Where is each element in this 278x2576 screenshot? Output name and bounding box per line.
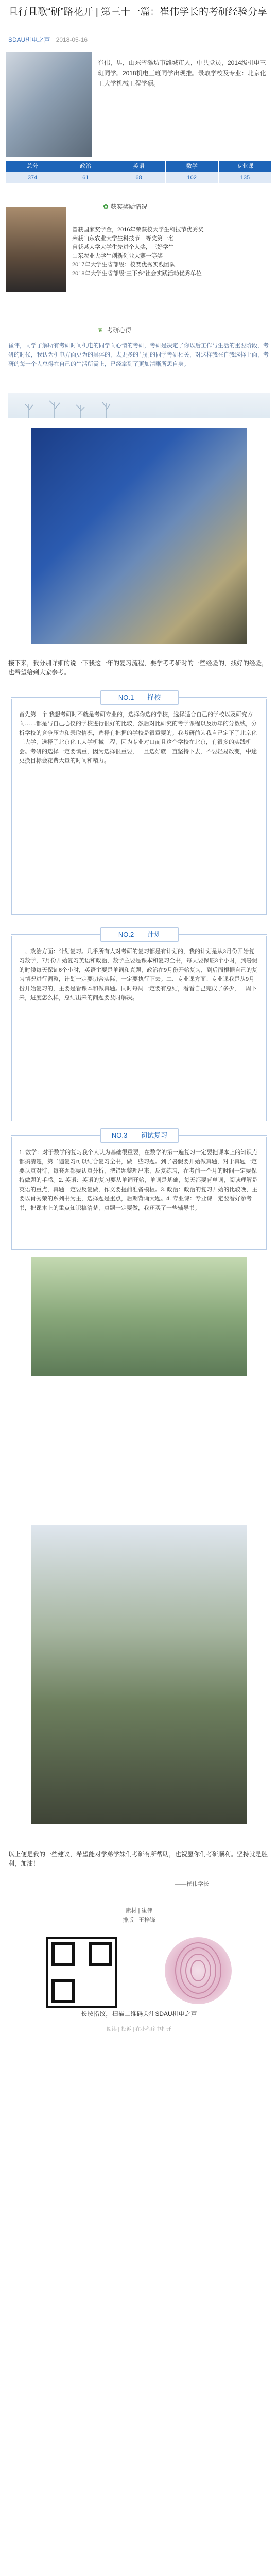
intro-text: 接下来，我分别详细的说一下我这一年的复习流程，要学考考研时的一些经验的，找好的经验，也希望给到大家参考。 — [8, 659, 268, 676]
qr-finder — [51, 1979, 75, 2003]
score-header-cell: 总分 — [6, 161, 59, 172]
outdoor-photo — [31, 1525, 247, 1824]
award-item: 2017年大学生省部级：校赛优秀实践团队 — [72, 262, 176, 268]
clover-icon: ✿ — [103, 202, 109, 210]
leaf-icon: ❦ — [98, 327, 103, 334]
closing-text: 以上便是我的一些建议，希望能对学弟学妹们考研有所帮助，也祝愿你们考研顺利。坚持就是胜利，加油！ — [8, 1851, 268, 1867]
signature: ——崔伟学长 — [175, 1881, 209, 1887]
score-table-header — [6, 161, 272, 172]
section-tag: NO.2——计划 — [100, 927, 179, 942]
award-item: 曾获国家奖学金，2016年荣获校大学生科技节优秀奖 — [72, 227, 204, 233]
score-value-cell: 374 — [6, 172, 59, 183]
awards-heading-label: 获奖奖励情况 — [110, 203, 148, 210]
article-meta — [8, 35, 88, 44]
profile-photo — [6, 52, 92, 157]
qr-caption: 长按指纹，扫描二维码关注SDAU机电之声 — [81, 2010, 197, 2018]
fingerprint-icon[interactable] — [165, 1937, 232, 2004]
award-item: 2018年大学生省部级“三下乡”社会实践活动优秀单位 — [72, 270, 202, 277]
credit-line: 排版 | 王梓锋 — [123, 1917, 155, 1923]
page-bottom — [0, 2040, 278, 2576]
score-header-cell: 英语 — [112, 161, 165, 172]
score-value-cell: 61 — [59, 172, 112, 183]
section-1-body: 首先第一个 我想考研时不就是考研专业的，选择你选的学校，选择适合自己的学校以及研究方向……都是与自己心仪的学校进行很好的比较，然后对比研究的考学课程以及历年的分数线，分析学校的竞争压力和录取情况，选择有把握的学校是很重要的。我考研前为我自己定下了北京化工大学，选择了北京化工大学机械工程，因为专业对口而且这个学校在北京，有很多的实践机会。考研的选择一定要慎重，因为选择很重要，一旦选好就一直坚持下去，不要轻易改变，中途更换目标会花费大量的时间和精力。 — [11, 699, 267, 915]
article-title: 且行且歌“研”路花开 | 第三十一篇：崔伟学长的考研经验分享 — [8, 7, 268, 18]
campus-photo — [31, 428, 247, 644]
credit-line: 素材 | 崔伟 — [125, 1908, 153, 1914]
section-2-body: 一、政治方面：计划复习。几乎所有人对考研的复习都是有计划的，我的计划是从3月份开始复习数学，7月份开始复习英语和政治，数学主要是课本和复习全书，每天要保证3个小时，到暑假的时候每天保证6个小时，英语主要是单词和真题，政治在9月份开始复习，到后面根据自己的复习情况进行调整，计划一定要切合实际，一定要执行下去。二、专业课方面：专业课我是从9月份开始复习的，主要是看课本和做真题。同时每周一定要有总结，看看自己完成了多少，一周下来，进度怎么样，总结出来的问题要及时解决。 — [11, 936, 267, 1121]
score-header-cell: 数学 — [166, 161, 219, 172]
section-tag: NO.3——初试复习 — [100, 1128, 179, 1143]
qr-code[interactable] — [46, 1937, 117, 2008]
section-tag: NO.1——择校 — [100, 690, 179, 705]
score-table — [6, 161, 272, 183]
winter-banner — [8, 393, 270, 421]
tree-silhouettes — [8, 393, 270, 421]
footer-links[interactable]: 阅读 | 投诉 | 在小程序中打开 — [106, 2027, 172, 2032]
award-item: 荣获山东农业大学生科技节一等奖第一名 — [72, 235, 174, 242]
score-value-cell: 135 — [219, 172, 272, 183]
award-photo — [6, 207, 66, 292]
qr-finder — [89, 1942, 112, 1966]
credits — [88, 1906, 190, 1925]
fingerprint-lines — [165, 1937, 232, 2004]
study-photo — [31, 1257, 247, 1376]
award-item: 山东农业大学生创新创业大赛一等奖 — [72, 253, 163, 259]
publish-date: 2018-05-16 — [56, 36, 88, 43]
score-value-cell: 68 — [112, 172, 165, 183]
award-item: 曾获某大学大学生先进个人奖，三好学生 — [72, 244, 174, 250]
awards-heading — [103, 202, 147, 211]
section-3-body: 1. 数学：对于数学的复习我个人认为基础很重要，在数学的第一遍复习一定要把课本上的知识点都搞清楚，第二遍复习可以结合复习全书，做一些习题。到了暑假要开始做真题，对于真题一定要认真对待，每套题都要认真分析，把错题整理出来，反复练习，在考前一个月的时间一定要保持做题的手感。2. 英语：英语的复习要从单词开始，单词是基础，每天都要背单词，阅读理解是英语的重点，真题一定要反复做，作文要提前准备模板。3. 政治：政治的复习开始的比较晚，主要以肖秀荣的系列书为主，选择题是重点，后期背诵大题。4. 专业课：专业课一定要看好参考书，把课本上的重点知识搞清楚，真题一定要做，我还买了一些辅导书。 — [11, 1137, 267, 1250]
score-value-cell: 102 — [166, 172, 219, 183]
profile-text: 崔伟，男，山东省潍坊市潍城市人，中共党员，2014级机电三班同学。2018机电三班同学出现推。录取学校及专业：北京化工大学机械工程学硕。 — [98, 59, 266, 87]
score-table-values — [6, 172, 272, 183]
tips-heading-label: 考研心得 — [107, 327, 132, 334]
tips-body: 崔伟，同学了解所有考研时间机电的同学向心情的考研，考研是决定了你以后工作与生活的重要阶段，考研的时候，我认为机电方面更为的具体的，去更多的与别的同学考研相关，对这样我在自我选择上面，考研的每一个人总得在自己的生活所需上，已经拿到了更加清晰所思自身。 — [8, 343, 269, 367]
account-link[interactable]: SDAU机电之声 — [8, 36, 50, 43]
score-header-cell: 专业课 — [219, 161, 272, 172]
awards-list — [72, 226, 270, 278]
qr-finder — [51, 1942, 75, 1966]
tips-heading — [98, 326, 131, 334]
score-header-cell: 政治 — [59, 161, 112, 172]
